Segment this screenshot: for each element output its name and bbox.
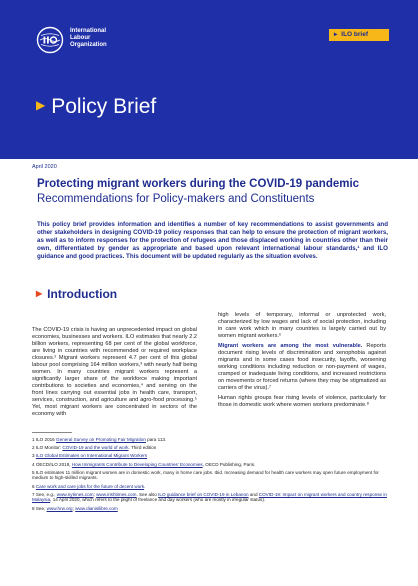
footnote-text: 6	[32, 483, 36, 489]
footnote	[32, 492, 387, 503]
triangle-bullet-icon: ▶	[36, 98, 46, 112]
footnote-text: para 113.	[145, 437, 167, 442]
footnote-text: , OECD Publishing, Paris.	[202, 461, 256, 467]
body-paragraph	[218, 343, 386, 392]
org-line: Organization	[70, 42, 107, 49]
footnote-link[interactable]: How Immigrants Contribute to Developing Countries' Economies	[71, 461, 203, 467]
footnote-link[interactable]: General Survey on Promoting Fair Migration	[56, 437, 146, 442]
body-paragraph: Human rights groups fear rising levels of violence, particularly for those in domestic work where women workers predominate.⁸	[218, 395, 386, 408]
header-banner	[0, 0, 418, 159]
badge-label: ILO brief	[341, 31, 368, 38]
footnote-link[interactable]: www.hrw.org	[46, 505, 73, 511]
footnote-text: 3	[32, 453, 36, 459]
footnote-text: 8 See,	[32, 505, 47, 511]
footnote-link[interactable]: COVID-19: Impact on migrant workers and country response in Malaysia	[32, 491, 387, 503]
introduction-heading	[36, 287, 117, 301]
triangle-bullet-icon: ▸	[334, 31, 338, 38]
body-column-right	[218, 312, 386, 412]
footnote-text: . Third edition	[128, 445, 157, 451]
footnote	[32, 437, 387, 443]
footnote-text: ;	[93, 491, 97, 497]
organization-name	[70, 28, 107, 50]
footnote-link[interactable]: Care work and care jobs for the future of decent work	[35, 483, 145, 489]
ilo-logo-icon	[36, 26, 64, 54]
footnote-text: 7 See, e.g.,	[32, 491, 57, 497]
footnote-text: ;	[72, 505, 76, 511]
footnote-link[interactable]: COVID-19 and the world of work	[62, 445, 129, 451]
footnote-link[interactable]: www.dianisilibre.com	[75, 505, 118, 511]
footnote-text: , 14 April 2020, which refers to the plight of freelance and day workers (who are mostly in irregular status).	[50, 497, 266, 503]
doc-type-heading	[36, 93, 156, 119]
footnote-link[interactable]: ILO guidance brief on COVID-19 in Lebanon	[158, 491, 249, 497]
footnote-text: 1 ILO 2016	[32, 437, 57, 442]
footnotes	[32, 437, 387, 514]
ilo-brief-badge	[329, 29, 389, 41]
paragraph-text: Reports document rising levels of discrimination and xenophobia against migrants and in some cases food insecurity, layoffs, worsening working conditions including reduction or non-payment of wages, cramped or inadequate living conditions, and increased restrictions on movements or forced returns (where they may be stigmatized as carriers of the virus).⁷	[218, 343, 386, 391]
footnote	[32, 506, 387, 512]
footnote	[32, 445, 387, 451]
org-line: Labour	[70, 35, 91, 42]
body-paragraph: high levels of temporary, informal or unprotected work, characterized by low wages and lack of social protection, including in care work which in many countries is largely carried out by women migrant workers.⁶	[218, 312, 386, 339]
footnote-divider	[32, 432, 72, 433]
footnote-link[interactable]: www.nytimes.com	[56, 491, 94, 497]
footnote: 5 ILO estimates 11 million migrant women are in domestic work, many in home care jobs. Ibid. Increasing demand for health care workers may open future employment for medium to high-skilled migrants.	[32, 469, 379, 481]
document-subtitle: Recommendations for Policy-makers and Constituents	[37, 193, 315, 205]
document-title: Protecting migrant workers during the COVID-19 pandemic	[37, 178, 360, 190]
section-label: Introduction	[47, 287, 118, 301]
footnote	[32, 484, 387, 490]
body-column-left	[32, 327, 197, 421]
emphasis-text: Migrant workers are among the most vulnerable.	[218, 343, 363, 349]
body-paragraph: The COVID-19 crisis is having an unprecedented impact on global economies, businesses and workers. ILO estimates that nearly 2.2 billion workers, representing 68 per cent of the global workforce, are living in countries with recommended or required workplace closures.² Migrant workers represent 4.7 per cent of this global labour pool comprising 164 million workers,³ with nearly half being women. In many countries migrant workers represent a significantly larger share of the workforce making important contributions to societies and economies,⁴ and serving on the front lines carrying out essential jobs in health care, transport, services, construction, and agriculture and agro-food processing.⁵ Yet, most migrant workers are concentrated in sectors of the economy with	[32, 327, 197, 417]
footnote-text: . See also	[136, 491, 159, 497]
footnote	[32, 462, 387, 468]
footnote-text: 2 ILO Monitor:	[32, 445, 63, 451]
org-line: International	[70, 28, 107, 34]
footnote-link[interactable]: www.irishtimes.com	[96, 491, 137, 497]
publication-date: April 2020	[32, 164, 57, 170]
footnote-text: .	[144, 483, 146, 489]
summary-paragraph: This policy brief provides information and identifies a number of key recommendations to assist governments and other stakeholders in designing COVID-19 policy responses that can help to ensure the protection of migrant workers, as well as to inform responses for the protection of refugees and those displaced working in countries other than their own, differentiated by gender as appropriate and based upon relevant international labour standards,¹ and ILO guidance and good practices. This document will be updated regularly as the situation evolves.	[37, 221, 388, 260]
footnote-text: 4 OECD/ILO 2018,	[32, 461, 72, 467]
footnote-link[interactable]: ILO Global Estimates on International Migrant Workers	[35, 453, 148, 459]
footnote-text: and	[248, 491, 259, 497]
doc-type-label: Policy Brief	[51, 95, 157, 118]
footnote	[32, 453, 387, 459]
triangle-bullet-icon: ▶	[36, 289, 43, 298]
